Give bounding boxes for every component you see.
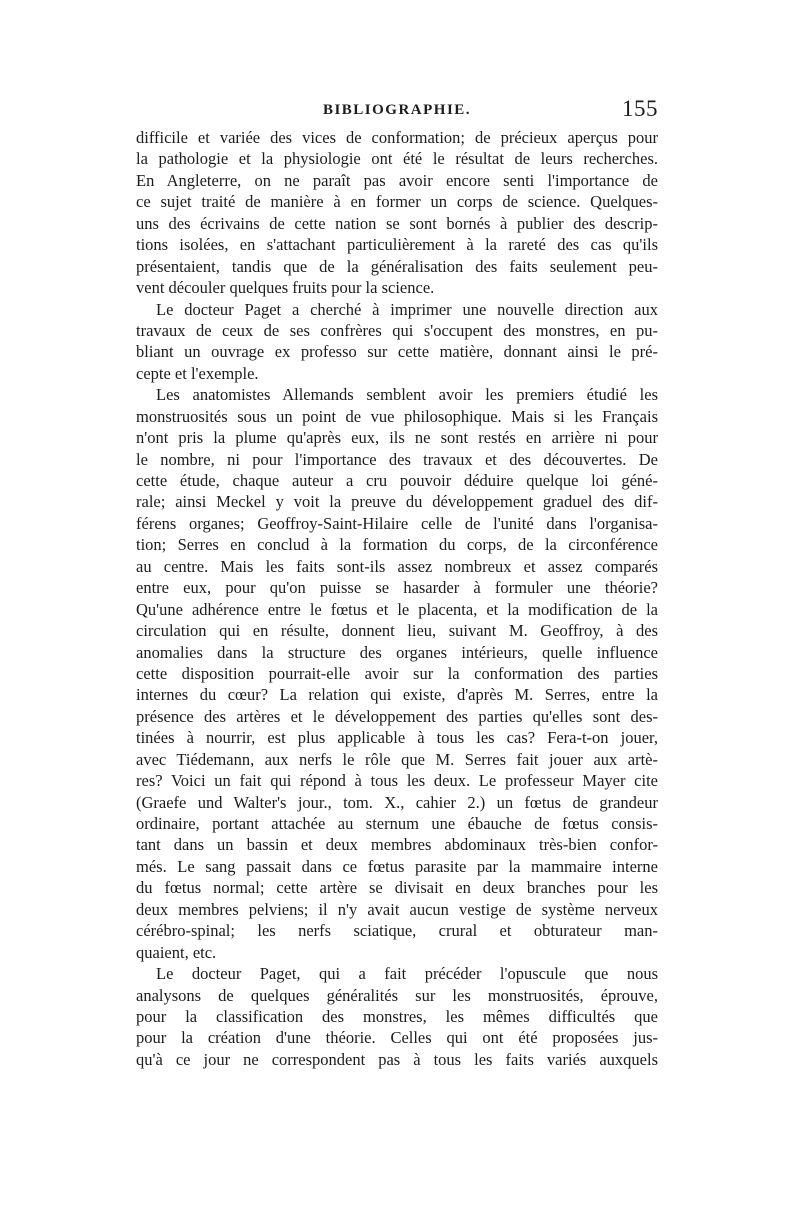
text-line: circulation qui en résulte, donnent lieu, suivant M. Geoffroy, à des [136, 621, 658, 641]
text-line: ce sujet traité de manière à en former un corps de science. Quelques- [136, 192, 658, 212]
text-line: Le docteur Paget, qui a fait précéder l'opuscule que nous [156, 964, 658, 984]
paragraph-3 [136, 384, 658, 963]
text-line: bliant un ouvrage ex professo sur cette matière, donnant ainsi le pré- [136, 342, 658, 362]
text-line: entre eux, pour qu'on puisse se hasarder à formuler une théorie? [136, 578, 658, 598]
text-line: cepte et l'exemple. [136, 363, 259, 383]
text-line: quaient, etc. [136, 942, 217, 962]
text-line: (Graefe und Walter's jour., tom. X., cahier 2.) un fœtus de grandeur [136, 792, 658, 812]
text-line: Les anatomistes Allemands semblent avoir les premiers étudié les [156, 385, 658, 405]
text-line: n'ont pris la plume qu'après eux, ils ne sont restés en arrière ni pour [136, 428, 658, 448]
running-title: BIBLIOGRAPHIE. [322, 102, 472, 118]
page-header [136, 96, 658, 126]
text-line: avec Tiédemann, aux nerfs le rôle que M. Serres fait jouer aux artè- [136, 749, 658, 769]
text-line: difficile et variée des vices de conformation; de précieux aperçus pour [136, 128, 658, 147]
text-line: monstruosités sous un point de vue philosophique. Mais si les Français [136, 406, 658, 426]
text-line: analysons de quelques généralités sur les monstruosités, éprouve, [136, 985, 658, 1005]
text-line: présence des artères et le développement des parties qu'elles sont des- [136, 706, 658, 726]
text-line: En Angleterre, on ne paraît pas avoir encore senti l'importance de [136, 170, 658, 190]
text-line: pour la création d'une théorie. Celles qui ont été proposées jus- [136, 1028, 658, 1048]
text-line: férens organes; Geoffroy-Saint-Hilaire celle de l'unité dans l'organisa- [136, 513, 658, 533]
text-line: res? Voici un fait qui répond à tous les deux. Le professeur Mayer cite [136, 771, 658, 791]
text-line: internes du cœur? La relation qui existe, d'après M. Serres, entre la [136, 685, 658, 705]
text-line: le nombre, ni pour l'importance des travaux et des découvertes. De [136, 449, 658, 469]
text-line: deux membres pelviens; il n'y avait aucun vestige de système nerveux [136, 899, 658, 919]
text-line: travaux de ceux de ses confrères qui s'occupent des monstres, en pu- [136, 320, 658, 340]
text-line: cette disposition pourrait-elle avoir sur la conformation des parties [136, 663, 658, 683]
text-line: ordinaire, portant attachée au sternum une ébauche de fœtus consis- [136, 814, 658, 833]
text-line: vent découler quelques fruits pour la science. [136, 278, 435, 298]
paragraph-4 [136, 963, 658, 1070]
text-line: pour la classification des monstres, les mêmes difficultés que [136, 1006, 658, 1026]
text-line: tion; Serres en conclud à la formation du corps, de la circonférence [136, 535, 658, 555]
text-line: qu'à ce jour ne correspondent pas à tous les faits variés auxquels [136, 1049, 658, 1069]
page-number: 155 [622, 96, 658, 121]
text-line: anomalies dans la structure des organes intérieurs, quelle influence [136, 642, 658, 662]
text-line: présentaient, tandis que de la généralisation des faits seulement peu- [136, 256, 658, 276]
text-line: uns des écrivains de cette nation se sont bornés à publier des descrip- [136, 213, 658, 233]
text-line: rale; ainsi Meckel y voit la preuve du développement graduel des dif- [136, 492, 658, 512]
text-line: cérébro-spinal; les nerfs sciatique, crural et obturateur man- [136, 921, 658, 941]
text-line: més. Le sang passait dans ce fœtus parasite par la mammaire interne [136, 856, 658, 876]
text-line: tinées à nourrir, est plus applicable à tous les cas? Fera-t-on jouer, [136, 728, 658, 748]
text-line: du fœtus normal; cette artère se divisait en deux branches pour les [136, 878, 658, 898]
paragraph-1 [136, 127, 658, 299]
paragraph-2 [136, 299, 658, 385]
text-line: Le docteur Paget a cherché à imprimer une nouvelle direction aux [156, 299, 658, 319]
text-line: la pathologie et la physiologie ont été le résultat de leurs recherches. [136, 149, 658, 169]
body-text [136, 127, 658, 1070]
text-line: au centre. Mais les faits sont-ils assez nombreux et assez comparés [136, 556, 658, 576]
text-line: tant dans un bassin et deux membres abdominaux très-bien confor- [136, 835, 658, 855]
text-line: cette étude, chaque auteur a cru pouvoir déduire quelque loi géné- [136, 471, 658, 490]
text-line: tions isolées, en s'attachant particulièrement à la rareté des cas qu'ils [136, 235, 658, 255]
text-line: Qu'une adhérence entre le fœtus et le placenta, et la modification de la [136, 599, 658, 619]
